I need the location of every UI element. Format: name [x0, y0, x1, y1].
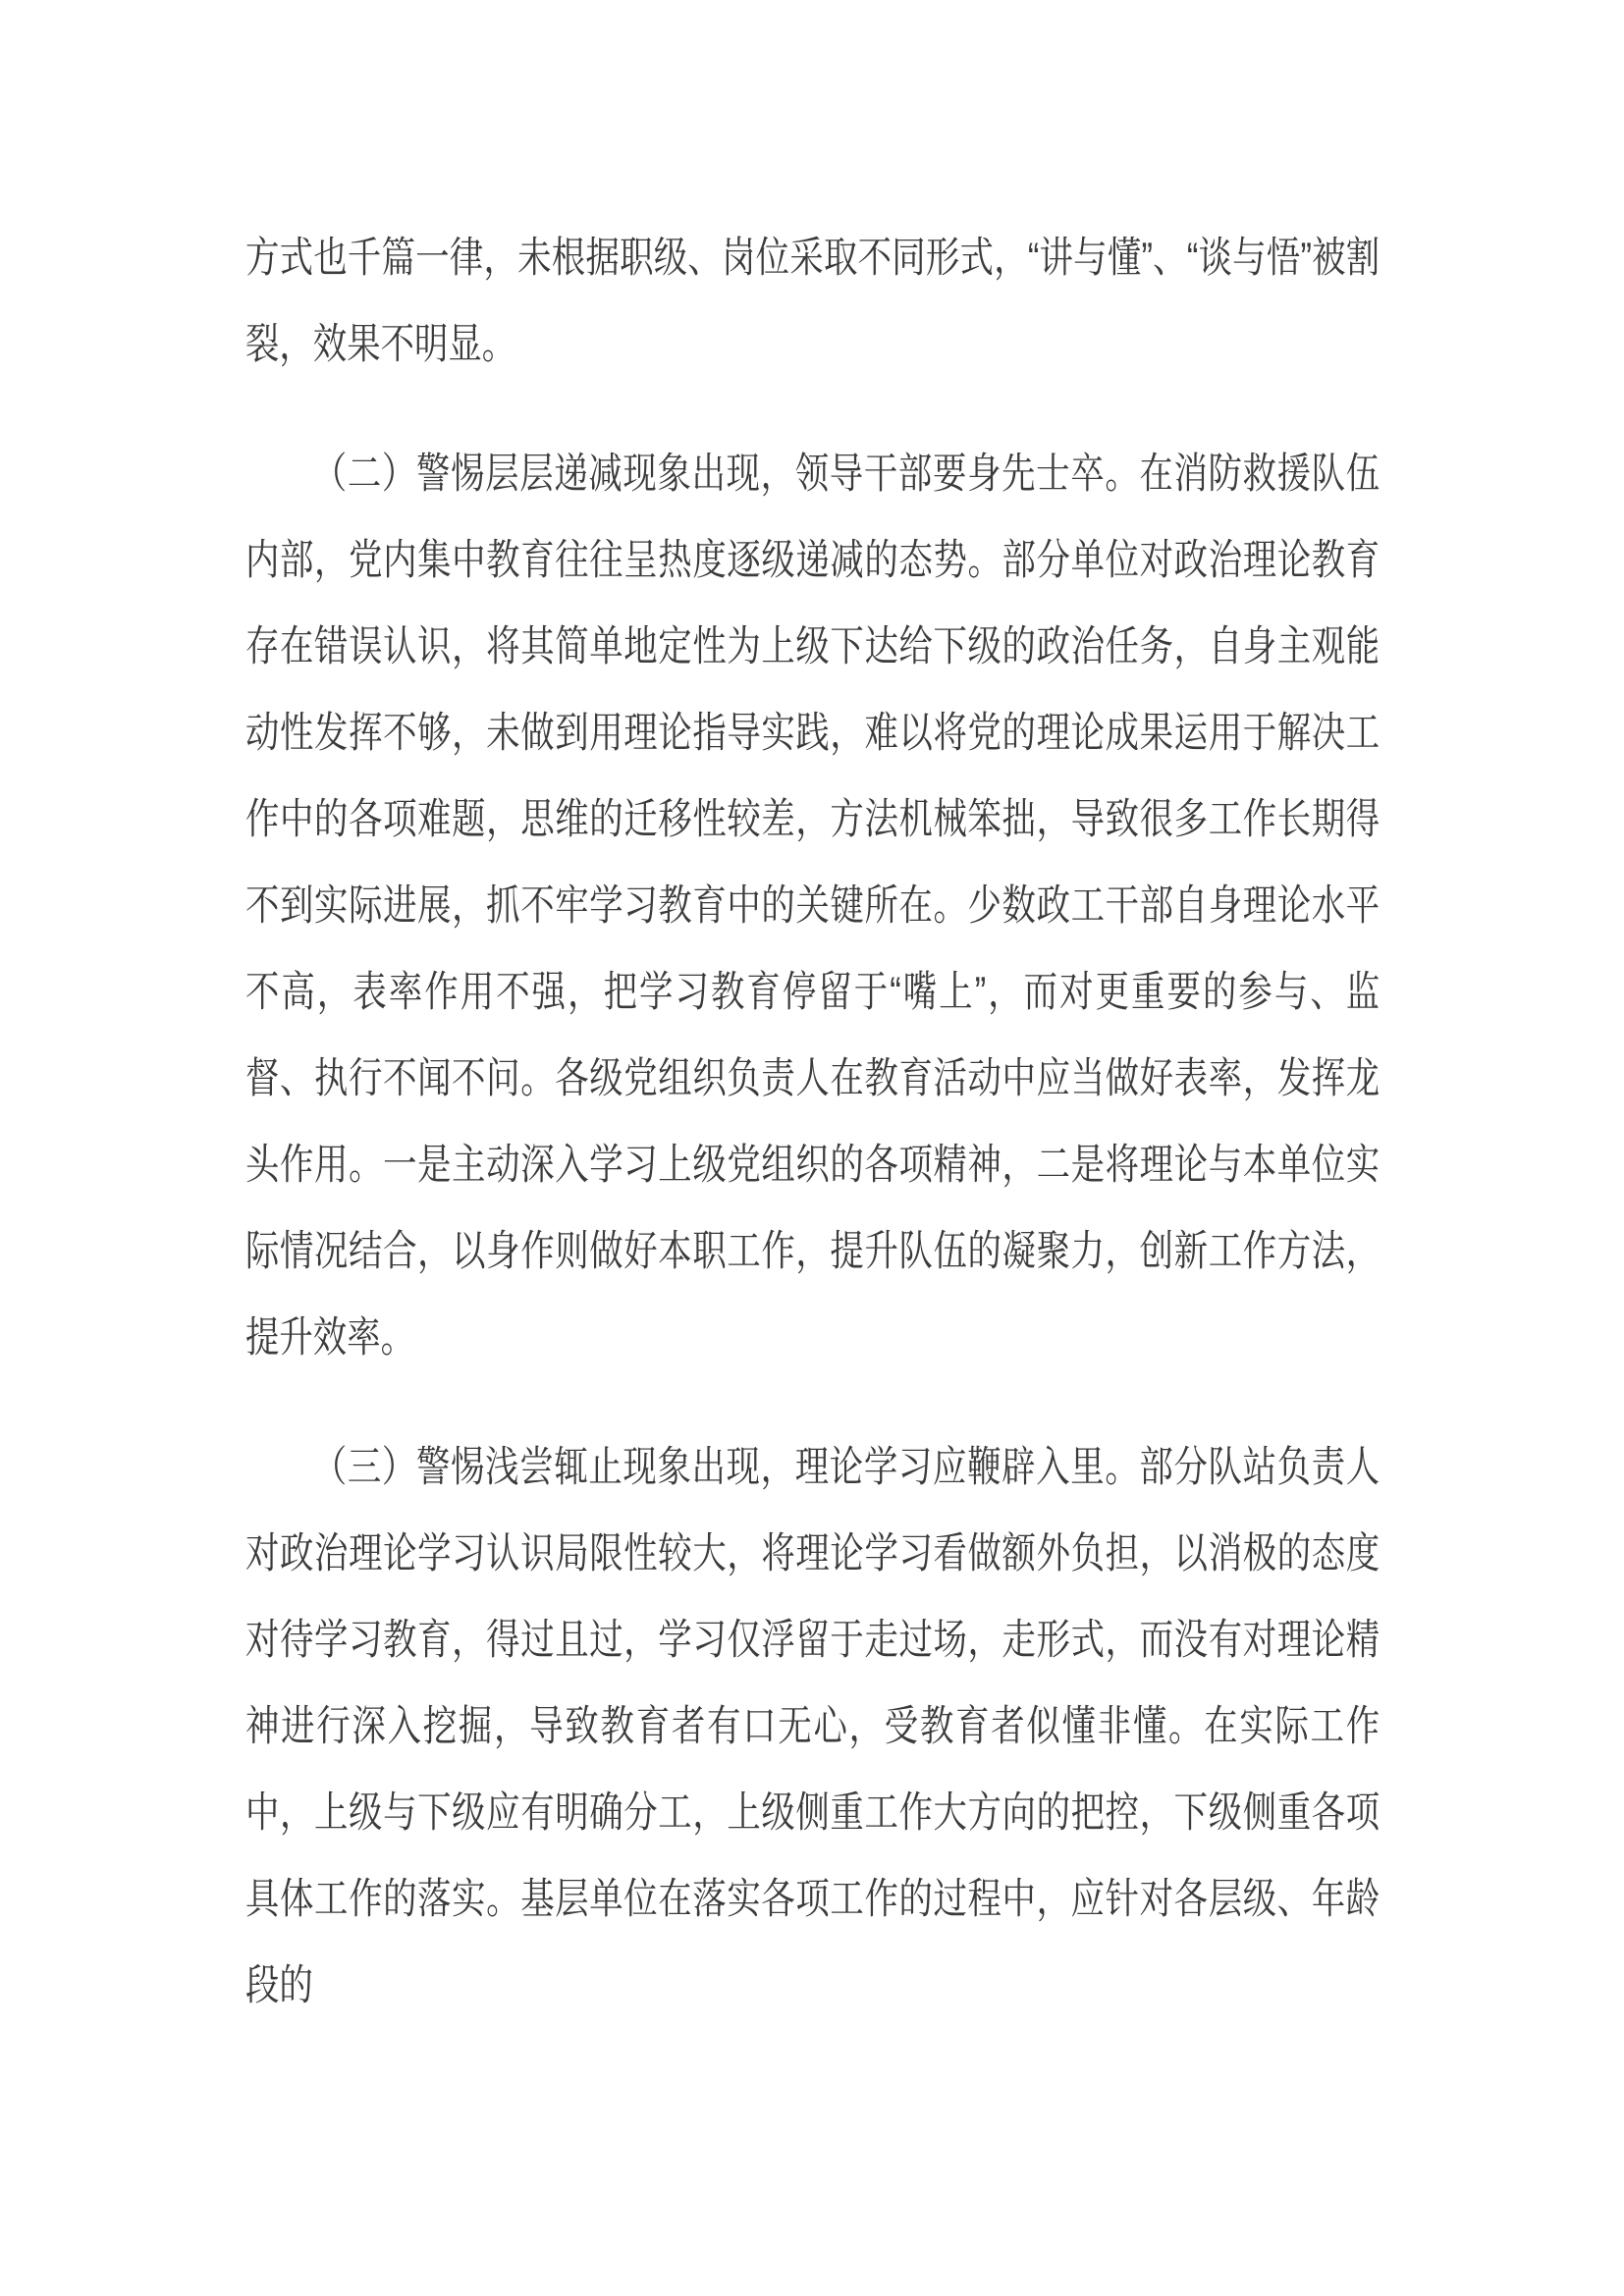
paragraph-section-3: （三）警惕浅尝辄止现象出现，理论学习应鞭辟入里。部分队站负责人对政治理论学习认识局限性较大，将理论学习看做额外负担，以消极的态度对待学习教育，得过且过，学习仅浮留于走过场，走形式，而没有对理论精神进行深入挖掘，导致教育者有口无心，受教育者似懂非懂。在实际工作中，上级与下级应有明确分工，上级侧重工作大方向的把控，下级侧重各项具体工作的落实。基层单位在落实各项工作的过程中，应针对各层级、年龄段的: [245, 1444, 1380, 2009]
document-body: [245, 215, 1380, 2072]
paragraph-continuation: 方式也千篇一律，未根据职级、岗位采取不同形式，“讲与懂”、“谈与悟”被割裂，效果不明显。: [245, 235, 1380, 368]
paragraph-section-2: （二）警惕层层递减现象出现，领导干部要身先士卒。在消防救援队伍内部，党内集中教育往往呈热度逐级递减的态势。部分单位对政治理论教育存在错误认识，将其简单地定性为上级下达给下级的政治任务，自身主观能动性发挥不够，未做到用理论指导实践，难以将党的理论成果运用于解决工作中的各项难题，思维的迁移性较差，方法机械笨拙，导致很多工作长期得不到实际进展，抓不牢学习教育中的关键所在。少数政工干部自身理论水平不高，表率作用不强，把学习教育停留于“嘴上”，而对更重要的参与、监督、执行不闻不问。各级党组织负责人在教育活动中应当做好表率，发挥龙头作用。一是主动深入学习上级党组织的各项精神，二是将理论与本单位实际情况结合，以身作则做好本职工作，提升队伍的凝聚力，创新工作方法，提升效率。: [245, 451, 1380, 1362]
